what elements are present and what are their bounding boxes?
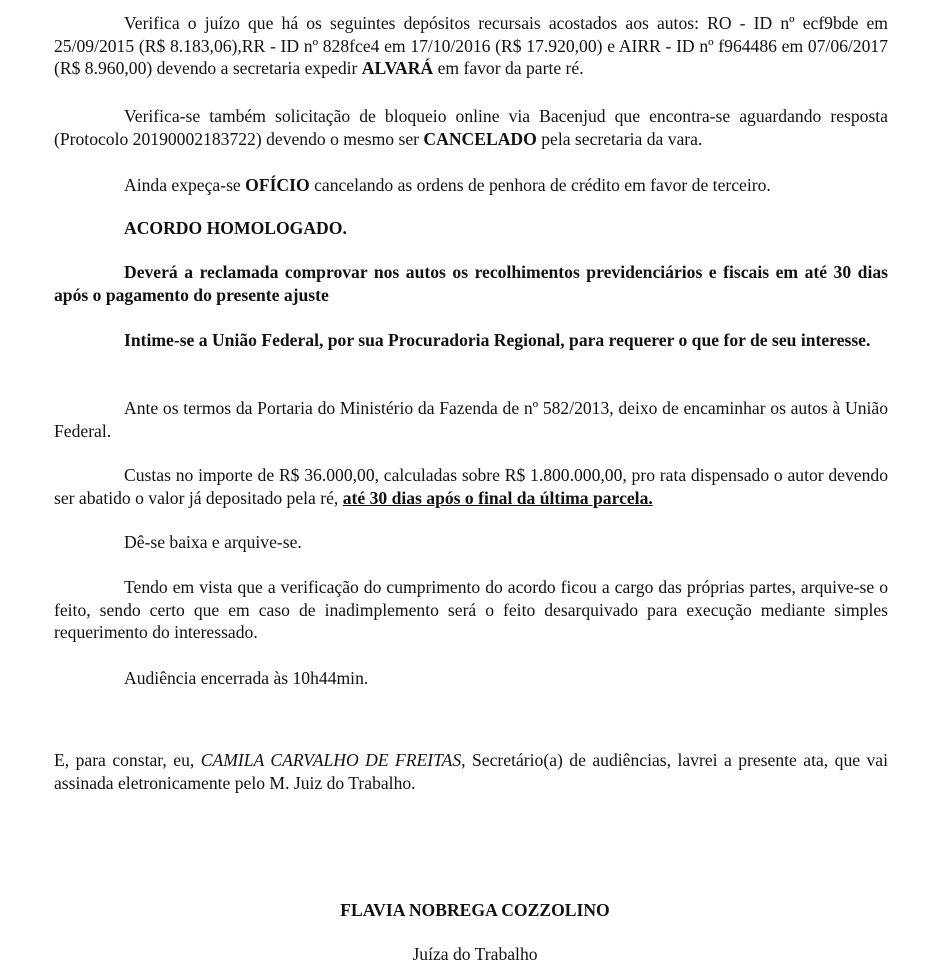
paragraph-text: em favor da parte ré.: [433, 58, 584, 78]
paragraph-portaria: [54, 397, 888, 442]
paragraph-oficio: [54, 174, 771, 197]
acordo-heading: ACORDO HOMOLOGADO.: [124, 218, 347, 238]
paragraph-text: Ainda expeça-se: [124, 175, 246, 195]
paragraph-text: Ante os termos da Portaria do Ministério da Fazenda de nº 582/2013, deixo de encaminhar os autos à União Federal.: [54, 398, 888, 441]
paragraph-text: Custas no importe de R$ 36.000,00, calculadas sobre R$ 1.800.000,00, pro rata dispensado o autor devendo ser abatido o valor já depositado pela ré,: [54, 465, 888, 508]
paragraph-text: Verifica o juízo que há os seguintes depósitos recursais acostados aos autos: RO - ID nº ecf9bde em 25/09/2015 (R$ 8.183,06),RR - ID nº 828fce4 em 17/10/2016 (R$ 17.920,00) e AIRR - ID nº f964486 em 07/06/2017 (R$ 8.960,00) devendo a secretaria expedir: [54, 13, 888, 78]
paragraph-text: Dê-se baixa e arquive-se.: [124, 532, 302, 552]
paragraph-acordo-homologado: [54, 217, 347, 240]
paragraph-encerramento: [54, 667, 368, 690]
oficio-emphasis: OFÍCIO: [245, 175, 310, 195]
paragraph-text: Tendo em vista que a verificação do cumprimento do acordo ficou a cargo das próprias partes, arquive-se o feito, sendo certo que em caso de inadimplemento será o feito desarquivado para execução mediante simples requerimento do interessado.: [54, 577, 888, 642]
paragraph-baixa: [54, 531, 302, 554]
paragraph-uniao-federal: [54, 329, 870, 352]
paragraph-deposits: [54, 12, 888, 80]
paragraph-bacenjud: [54, 105, 888, 150]
uniao-text: Intime-se a União Federal, por sua Procuradoria Regional, para requerer o que for de seu interesse.: [124, 330, 871, 350]
paragraph-recolhimentos: [54, 261, 888, 306]
paragraph-custas: [54, 464, 888, 509]
paragraph-text: , Secretário(a) de audiências, lavrei a presente ata, que vai assinada eletronicamente pelo M. Juiz do Trabalho.: [54, 750, 888, 793]
alvara-emphasis: ALVARÁ: [361, 58, 434, 78]
paragraph-text: Audiência encerrada às 10h44min.: [124, 668, 369, 688]
recolhimentos-text: Deverá a reclamada comprovar nos autos os recolhimentos previdenciários e fiscais em até 30 dias após o pagamento do presente ajuste: [54, 262, 888, 305]
signature-title: Juíza do Trabalho: [412, 944, 538, 964]
paragraph-text: Verifica-se também solicitação de bloqueio online via Bacenjud que encontra-se aguardando resposta (Protocolo 20190002183722) devendo o mesmo ser: [54, 106, 888, 149]
prazo-underlined: até 30 dias após o final da última parcela.: [342, 487, 653, 508]
secretary-name: CAMILA CARVALHO DE FREITAS: [200, 750, 462, 770]
paragraph-constar: [54, 749, 888, 794]
signature-name: FLAVIA NOBREGA COZZOLINO: [340, 900, 610, 920]
cancelado-emphasis: CANCELADO: [423, 128, 537, 149]
paragraph-text: cancelando as ordens de penhora de crédito em favor de terceiro.: [309, 175, 771, 195]
paragraph-text: E, para constar, eu,: [54, 750, 201, 770]
paragraph-text: pela secretaria da vara.: [536, 128, 703, 149]
paragraph-arquivamento: [54, 576, 888, 644]
